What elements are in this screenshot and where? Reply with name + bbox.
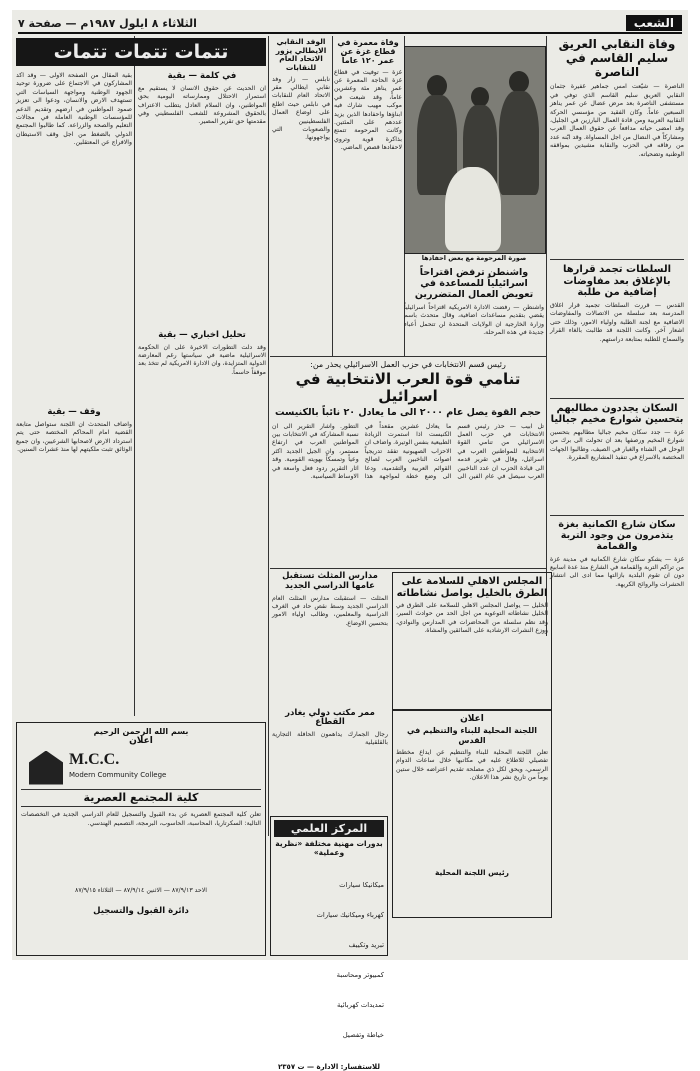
headline-elder: وفاة معمرة في قطاع غزة عن عمر ١٢٠ عاماً [337,38,399,66]
center-ad-footer: للاستفسار: الادارة — ت ٢٣٥٧ [278,1063,380,1071]
continued-article-2: واضاف المتحدث ان اللجنة ستواصل متابعة القضية امام المحاكم المختصة حتى يتم استرداد الارض لاصحابها الشرعيين، وان جميع الوثائق تثبت ملكيتهم لها منذ عشرات السنين. [14,420,132,453]
washington-story [404,268,544,354]
headline-school: السلطات تجمد قرارها بالإغلاق بعد مفاوضات إضافية من طلبة [550,259,684,299]
center-ad-items [274,860,384,1060]
article-obituary: الناصرة — شيّعت امس جماهير غفيرة جثمان النقابي العريق سليم القاسم الذي توفي في مستشفى الناصرة بعد مرض عضال عن عمر يناهز السبعين عاماً. وكان الفقيد من مؤسسي الحركة النقابية العربية ومن قادة العمال البارزين في الجليل، وقد امضى حياته مدافعاً عن حقوق العمال العرب ومشاركاً في النضال من اجل المساواة. وقد ابّنه عدد من رفاقه في الحزب والنقابة مشيدين بمواقفه الوطنية وتضحياته. [548,83,684,158]
article-jabalia: غزة — جدد سكان مخيم جباليا مطالبهم بتحسين شوارع المخيم ورصفها بعد ان تحولت الى برك من الوحل في الشتاء والغبار في الصيف، وطالبوا الجهات المختصة بالاسراع في تنفيذ المشاريع المقررة. [548,428,684,462]
center-ad-item: خياطة وتفصيل [342,1031,384,1040]
left-mid-column [138,72,266,562]
main-article: تل ابيب — حذر رئيس قسم الانتخابات في حزب العمل الاسرائيلي من تنامي القوة الانتخابية للمواطنين العرب في اسرائيل، وقال في تقرير قدمه الى قيادة الحزب ان عدد الناخبين العرب سيصل في عام الفين الى ما يعادل عشرين مقعداً في الكنيست اذا استمرت الزيادة الطبيعية بنفس الوتيرة. واضاف ان الاحزاب الصهيونية تفقد تدريجياً اصوات الناخبين العرب لصالح القوائم العربية والتقدمية، ودعا الى وضع خطة لمواجهة هذا التطور. واشار التقرير الى ان نسبة المشاركة في الانتخابات بين المواطنين العرب في ارتفاع مستمر، وان الجيل الجديد اكثر وعياً وتمسكاً بهويته القومية. وقد اثار التقرير ردود فعل واسعة في الاوساط السياسية. [270,422,544,481]
mcc-name-ar: كلية المجتمع العصرية [21,789,261,808]
center-ad-item: ميكانيكا سيارات [339,881,384,890]
headline-waqf: وقف — بقية [47,407,101,417]
article-kamaniya: غزة — يشكو سكان شارع الكمانية في مدينة غزة من تراكم التربة والقمامة في الشارع منذ عدة اسابيع دون ان تقوم البلدية بازالتها مما ادى الى انتشار الحشرات والروائح الكريهة. [548,555,684,588]
article-checkpoint: رجال الجمارك يداهمون الحافلة التجارية بالقلقيلية [270,731,388,747]
notice-body: تعلن اللجنة المحلية للبناء والتنظيم عن ايداع مخطط تفصيلي للاطلاع عليه في مكاتبها خلال ساعات الدوام الرسمي، ويحق لكل ذي مصلحة تقديم اعتراضه خلال ستين يوماً من تاريخ نشر هذا الاعلان. [394,748,548,781]
center-ad-item: كمبيوتر ومحاسبة [336,971,384,980]
column-rule [268,36,269,836]
news-photo [404,46,546,254]
article-elder: غزة — توفيت في قطاع غزة الحاجة المعمرة عن عمر يناهز مئة وعشرين عاماً، وقد شيعت في موكب مهيب شارك فيه ابناؤها واحفادها الذين يزيد عددهم على المئتين. وكانت المرحومة تتمتع بذاكرة قوية وتروي لاحفادها قصص الماضي. [332,68,402,152]
article-road-safety: الخليل — يواصل المجلس الاهلي للسلامة على الطرق في الخليل نشاطاته التوعوية من اجل الحد من حوادث السير، وقد نظم سلسلة من المحاضرات في المدارس والنوادي، ووزع النشرات الارشادية على السائقين والمشاة. [394,602,548,635]
headline-jabalia: السكان يجددون مطالبهم بتحسين شوارع مخيم جباليا [550,398,684,426]
article-school: القدس — قررت السلطات تجميد قرار اغلاق المدرسة بعد سلسلة من الاتصالات والمفاوضات الاضافية مع لجنة الطلبة واولياء الامور، وذلك حتى اشعار آخر. وكانت اللجنة قد طالبت بالغاء القرار والسماح للطلبة بمتابعة دراستهم. [548,301,684,343]
photo-caption: صورة المرحومة مع بعض احفادها [421,254,527,262]
main-story [272,360,544,566]
page-header [18,14,682,34]
mcc-name-en: M.C.C. [69,750,120,768]
center-narrow-column [334,38,402,354]
article-in-a-word: ان الحديث عن حقوق الانسان لا يستقيم مع استمرار الاحتلال وممارساته اليومية بحق المواطنين، وان السلام العادل يتطلب الاعتراف بالحقوق المشروعة للشعب الفلسطيني وفي مقدمتها حق تقرير المصير. [136,84,266,126]
photo-figure [427,75,447,97]
main-headline: تنامي قوة العرب الانتخابية في اسرائيل [295,370,521,406]
notice-title: اعلان [460,714,484,724]
section-rule [270,356,546,357]
mcc-dates: الاحد ٨٧/٩/١٣ — الاثنين ٨٧/٩/١٤ — الثلاثاء ٨٧/٩/١٥ [75,887,207,895]
far-left-column [16,72,132,722]
article-analysis: وقد دلت التطورات الاخيرة على ان الحكومة الاسرائيلية ماضية في سياستها رغم المعارضة الدولية المتزايدة، وان الادارة الامريكية لم تتخذ بعد موقفاً حاسماً. [136,343,266,376]
mcc-sub-en: Modern Community College [69,770,167,779]
continued-banner-wrap [16,38,266,68]
center-ad-sub: بدورات مهنية مختلفة «نظرية وعملية» [275,839,383,857]
headline-analysis: تحليل اخباري — بقية [158,329,246,340]
photo-figure [509,71,529,93]
article-washington: واشنطن — رفضت الادارة الامريكية اقتراحاً اسرائيلياً يقضي بتقديم مساعدات اضافية، وقال متحدث باسم وزارة الخارجية ان الولايات المتحدة لن تتحمل أعباء جديدة في هذه المرحلة. [402,303,544,336]
article-muthalath: المثلث — استقبلت مدارس المثلث العام الدراسي الجديد وسط نقص حاد في الغرف الدراسية والمعلمين، وطالب اولياء الامور بتحسين الاوضاع. [270,594,388,627]
mcc-title: اعلان [129,736,153,747]
photo-figure [499,91,539,195]
community-box [392,572,552,710]
right-column [550,38,684,938]
center-advertisement [270,816,388,1071]
column-rule [134,36,135,716]
article-union: نابلس — زار وفد نقابي ايطالي مقر الاتحاد العام للنقابات في نابلس حيث اطلع على اوضاع العمال الفلسطينيين والصعوبات التي يواجهونها. [270,75,330,142]
notice-org: اللجنة المحلية للبناء والتنظيم في القدس [406,726,538,745]
mcc-body: تعلن كلية المجتمع العصرية عن بدء القبول والتسجيل للعام الدراسي الجديد في التخصصات التالية: السكرتاريا، المحاسبة، الحاسوب، البرمجة، التصميم الهندسي. [19,811,261,827]
headline-checkpoint: ممر مكتب دولي يغادر القطاع [285,707,375,728]
union-story [272,38,330,354]
column-rule [546,36,547,636]
center-ad-item: تبريد وتكييف [348,941,384,950]
headline-road-safety: المجلس الاهلي للسلامة على الطرق بالخليل يواصل نشاطاته [396,576,548,599]
notice-sign: رئيس اللجنة المحلية [435,867,509,877]
mcc-basmala: بسم الله الرحمن الرحيم [93,727,189,736]
main-deck: حجم القوة يصل عام ٢٠٠٠ الى ما يعادل ٢٠ نائباً بالكنيست [274,406,542,418]
headline-muthalath: مدارس المثلث تستقبل عامها الدراسي الجديد [282,571,378,591]
notice-box [392,710,552,918]
mcc-footer: دائرة القبول والتسجيل [93,906,189,917]
headline-kamaniya: سكان شارع الكمانية بغزة يتذمرون من وجود التربة والقمامة [550,515,684,553]
headline-washington: واشنطن ترفض اقتراحاً اسرائيلياً للمساعدة في تعويض العمال المتضررين [414,267,534,300]
mcc-advertisement [16,722,266,956]
date-line: الثلاثاء ٨ ايلول ١٩٨٧م — صفحة ٧ [18,16,197,30]
mcc-logo-icon [29,751,63,785]
main-kicker: رئيس قسم الانتخابات في حزب العمل الاسرائيلي يحذر من: [310,360,506,369]
photo-elderly-woman [445,167,501,251]
photo-figure [471,87,489,107]
masthead: الشعب [626,15,682,31]
column-rule [332,36,333,356]
mid-lower-column [272,572,388,812]
continued-article-1: بقية المقال من الصفحة الاولى — وقد اكد المشاركون في الاجتماع على ضرورة توحيد الجهود الوطنية ومواجهة السياسات التي تستهدف الارض والانسان، ودعوا الى تعزيز صمود المواطنين في ارضهم وتقديم الدعم للمؤسسات الوطنية العاملة في مجالات التعليم والصحة والزراعة. كما طالبوا المجتمع الدولي بالضغط من اجل وقف الاستيطان والافراج عن المعتقلين. [14,72,132,147]
headline-in-a-word: في كلمة — بقية [167,71,237,81]
headline-obituary: وفاة النقابي العريق سليم القاسم في الناصرة [558,37,676,79]
center-ad-item: كهرباء وميكانيك سيارات [316,911,384,920]
newspaper-page [12,10,688,1071]
headline-union: الوفد النقابي الايطالي يزور الاتحاد العام للنقابات [275,37,327,72]
center-ad-item: تمديدات كهربائية [337,1001,384,1010]
center-ad-title: المركز العلمي [274,820,384,837]
continued-banner: تتمات تتمات تتمات [16,38,266,66]
